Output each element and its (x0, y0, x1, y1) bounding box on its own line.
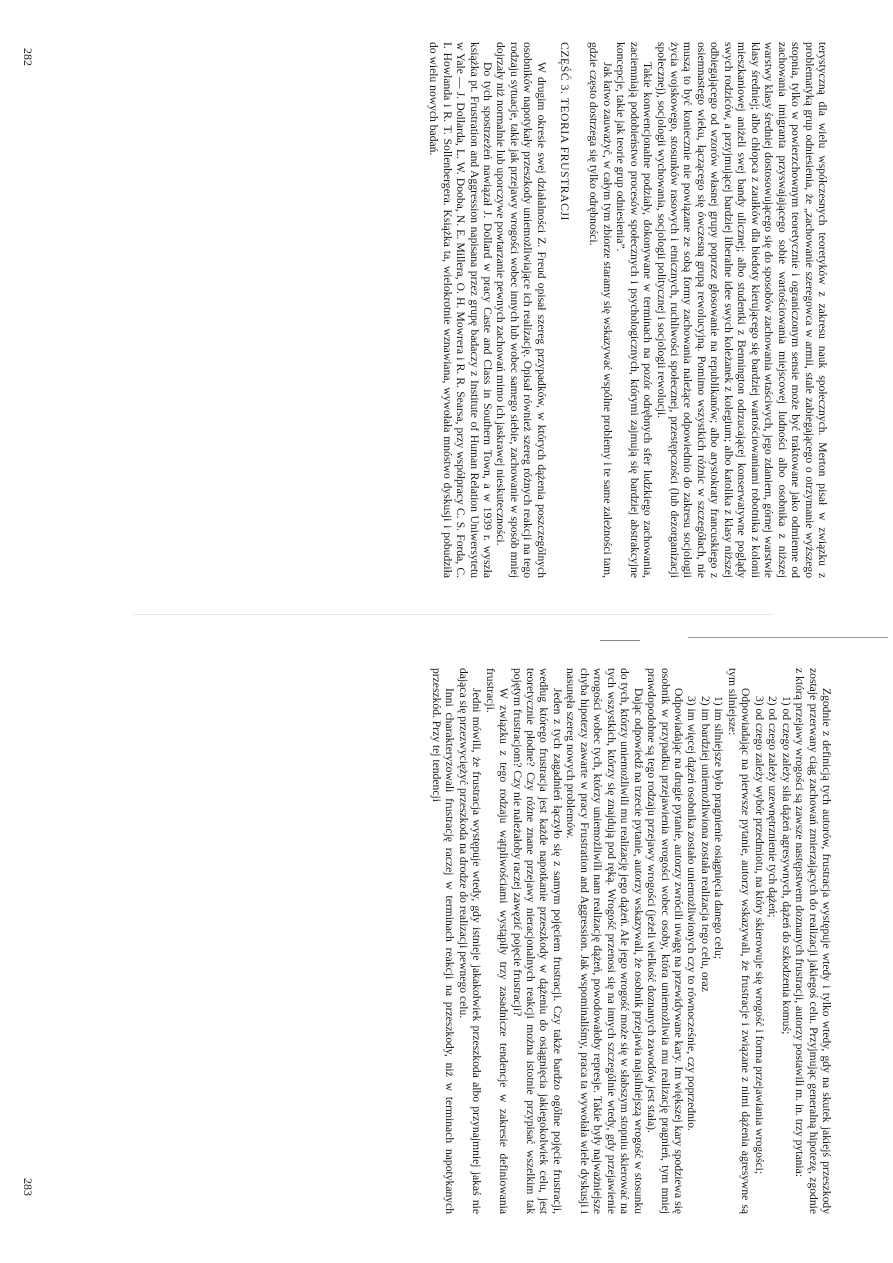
paragraph: Jedni mówili, że frustracja występuje wtedy, gdy istnieje jakakolwiek przeszkoda albo przynajmniej jakaś nie dająca się przezwyciężyć przeszkoda na drodze do realizacji pewnego celu. (456, 668, 484, 1214)
section-title: CZĘŚĆ 3. TEORIA FRUSTRACJI (557, 42, 571, 222)
paragraph: Inni charakteryzowali frustrację raczej w terminach reakcji na przeszkody, niż w terminach napotykanych przeszkód. Przy tej tendencji (429, 668, 457, 1214)
left-page (0, 0, 893, 600)
paragraph: Zgodnie z definicją tych autorów, frustracja występuje wtedy i tylko wtedy, gdy na skutek jakiejś przeszkody zostaje przerwany ciąg zachowań zmierzających do realizacji jakiegoś celu. Przyjmując generalną hipotezę, zgodnie z którą przejawy wrogości są zawsze następstwem doznanych frustracji, autorzy postawili m. in. trzy pytania: (793, 668, 833, 1214)
paragraph: Odpowiadając na pierwsze pytanie, autorzy wskazywali, że frustracje i związane z nimi dążenia agresywne są tym silniejsze: (725, 668, 753, 1214)
paragraph: Takie konwencjonalne podziały, dokonywane w terminach na pozór odrębnych sfer ludzkiego zachowania, zaciemniają podobieństwo procesów społecznych i psychologicznych, którymi zajmują się bardziej abstrakcyjne koncepcje, takie jak teorie grup odniesienia”. (614, 42, 655, 578)
list-item: 2) od czego zależy uzewnętrznienie tych dążeń; (766, 696, 780, 918)
page-number: 283 (21, 1178, 35, 1196)
paragraph: W drugim okresie swej działalności Z. Freud opisał szereg przypadków, w których dążenia poszczególnych osobników napotykały przeszkody uniemożliwiające ich realizację. Opisał również szereg różnych reakcji na tego rodzaju sytuacje, takie jak przejawy wrogości wobec innych lub wobec samego siebie, zachowanie w sposób mniej dojrzały niż normalnie lub uporczywe powtarzanie pewnych zachowań mimo ich jaskrawej nieskuteczności. (494, 42, 548, 578)
page-fold-divider (133, 614, 773, 615)
paragraph: terystyczną dla wielu współczesnych teoretyków z zakresu nauk społecznych. Merton pisał w związku z problematyką grup odniesienia, że „zachowanie szeregowca w armii, stale zabiegającego o otrzymanie wyższego stopnia, tylko w powierzchownym teoretycznie i ograniczonym sensie może być traktowane jako odmienne od zachowania imigranta przyswajającego sobie wartościowania miejscowej ludności albo osobnika z niższej warstwy klasy średniej dostosowującego się do sposobów zachowania wtaściwych, jego zdaniem, górnej warstwie klasy średniej; albo chłopca z zaułków dla biedoty kierującego się bardziej wartościowaniami robotnika z kolonii mieszkaniowej aniżeli swej bandy ulicznej; albo studentki z Bennington odrzucającej konserwatywne poglądy swych rodziców, a przyjmującej bardziej liberalne idee swych koleżanek z kolegium; albo katolika z klasy niższej odbiegającego od wzorów własnej grupy poprzez głosowanie na republikanów; albo arystokraty francuskiego z osiemnastego wieku, łączącego się ówczesną grupą rewolucyjną. Pomimo wszystkich różnic w szczegółach, nie muszą to być koniecznie nie powiązane ze sobą formy zachowania należące odpowiednio do zakresu socjologii życia wojskowego, stosunków rasowych i etnicznych, ruchliwości społecznej, przestępczości (lub dezorganizacji społecznej), socjologii wychowania, socjologii politycznej i socjologii rewolucji. (654, 42, 829, 578)
scan-mark (600, 640, 640, 641)
list-item: 3) im więcej dążeń osobnika zostało uniemożliwionych czy to równocześnie, czy poprzednio. (685, 696, 699, 1131)
list-item: 2) im bardziej uniemożliwiona została realizacja tego celu, oraz (698, 696, 712, 992)
list-item: 3) od czego zależy wybór przedmiotu, na który skierowuje się wrogość i forma przejawiania wrogości; (752, 696, 766, 1175)
paragraph: Dając odpowiedź na trzecie pytanie, autorzy wskazywali, że osobnik przejawia najsilniejszą wrogość w stosunku do tych, którzy uniemożliwili mu realizację jego dążeń. Ale jego wrogość może się w słabszym stopniu skierować na tych wszystkich, którzy się znajdują pod ręką. Wrogość przenosi się na innych szczególnie wtedy, gdy przejawienie wrogości wobec tych, którzy uniemożliwili nam realizację dążeń, powodowałoby represje. Takie były najważniejsze chyba hipotezy zawarte w pracy Frustration and Aggression. Jak wspominaliśmy, praca ta wywołała wiele dyskusji i nasunęła szereg nowych problemów. (564, 668, 645, 1214)
paragraph: W związku z tego rodzaju wątpliwościami wystąpiły trzy zasadnicze tendencje w zakresie definiowania frustracji. (483, 668, 511, 1214)
scan-mark (688, 637, 888, 638)
right-page (0, 640, 893, 1240)
paragraph: Jak łatwo zauważyć, w całym tym zbiorze staramy się wskazywać wspólne problemy i te same zależności tam, gdzie często dostrzega się tylko odrębności. (587, 42, 614, 578)
paragraph: Odpowiadając na drugie pytanie, autorzy zwrócili uwagę na przewidywane kary. Im większej kary spodziewa się osobnik w przypadku przejawienia wrogości wobec osoby, która uniemożliwia mu realizację pragnień, tym mniej prawdopodobne są tego rodzaju przejawy wrogości (jeżeli wielkość doznanych zawodów jest stała). (645, 668, 686, 1214)
list-item: 1) od czego zależy siła dążeń agresywnych, dążeń do szkodzenia komuś; (779, 696, 793, 1035)
paragraph: Jeden z tych zagadnień łączyło się z samym pojęciem frustracji. Czy także bardzo ogólne pojęcie frustracji, według którego frustracja jest każde napotkanie przeszkody w dążeniu do osiągnięcia jakiegokolwiek celu, jest teoretycznie płodne? Czy różne znane przejawy nieracjonalnych reakcji można istotnie przypisać wszelkim tak pojętym frustracjom? Czy nie należałoby raczej zawęzić pojęcie frustracji? (510, 668, 564, 1214)
list-item: 1) im silniejsze było pragnienie osiągnięcia danego celu; (712, 696, 726, 960)
paragraph: Do tych spostrzeżeń nawiązał J. Dollard w pracy Caste and Class in Southern Town, a w 1939 r. wyszła książka pt. Frustration and Aggression napisana przez grupę badaczy z Institute of Human Relation Uniwersytetu w Yale — J. Dollarda, L. W. Dooba, N. E. Millera, O. H. Mowrera i R. R. Searsa, przy współpracy C. S. Forda, C. I. Howlanda i R. T. Sollenbergera. Książka ta, wielokrotnie wznawiana, wywołała mnóstwo dyskusji i pobudziła do wielu nowych badań. (427, 42, 495, 578)
page-number: 282 (21, 48, 35, 66)
